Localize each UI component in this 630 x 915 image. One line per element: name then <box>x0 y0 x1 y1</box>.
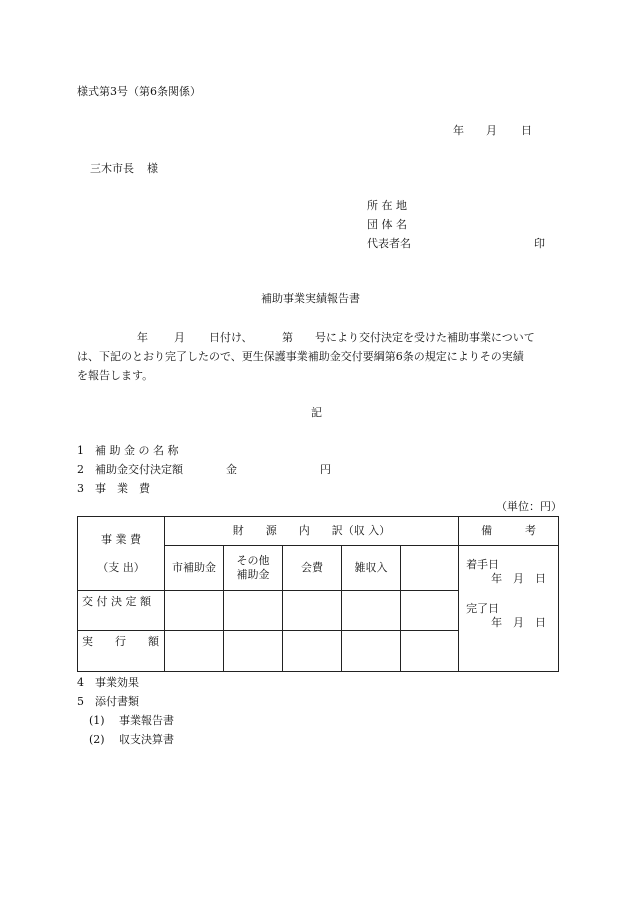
col-city-subsidy: 市補助金 <box>165 546 224 591</box>
cell-actual-other <box>224 631 283 672</box>
header-biko: 備 考 <box>459 517 559 546</box>
addressee-name: 三木市長 <box>90 162 134 175</box>
item-4-number: 4 <box>77 676 84 689</box>
item-5-number: 5 <box>77 695 84 708</box>
item-5-label: 添付書類 <box>95 695 139 708</box>
col-other-line2: 補助金 <box>236 568 270 581</box>
body-line2: は、下記のとおり完了したので、更生保護事業補助金交付要綱第6条の規定によりその実績 <box>77 350 524 363</box>
item-4-label: 事業効果 <box>95 676 139 689</box>
item-3-number: 3 <box>77 482 84 495</box>
start-date: 年 月 日 <box>491 572 547 585</box>
start-label: 着手日 <box>466 558 500 571</box>
body-year: 年 <box>137 331 148 344</box>
body-dai: 第 <box>282 331 293 344</box>
date-month: 月 <box>486 124 497 137</box>
cell-decision-city <box>165 591 224 631</box>
end-date: 年 月 日 <box>491 616 547 629</box>
item-2-label: 補助金交付決定額 <box>95 463 183 476</box>
body-day-suffix: 日付け、 <box>209 331 253 344</box>
addressee-honorific: 様 <box>147 162 158 175</box>
cell-decision-blank <box>401 591 459 631</box>
col-misc-income: 雑収入 <box>342 546 401 591</box>
address-label: 所 在 地 <box>367 199 407 212</box>
date-year: 年 <box>453 124 464 137</box>
unit-note: （単位：円） <box>496 500 562 513</box>
item-1-number: 1 <box>77 444 84 457</box>
col-other-subsidy <box>224 546 283 591</box>
group-name-label: 団 体 名 <box>367 218 407 231</box>
item-2-kin: 金 <box>226 463 237 476</box>
item-3-label: 事 業 費 <box>95 482 150 495</box>
col-blank <box>401 546 459 591</box>
header-zaigen: 財 源 内 訳（収 入） <box>165 517 459 546</box>
item-2-yen: 円 <box>320 463 331 476</box>
cell-actual-city <box>165 631 224 672</box>
cell-actual-fee <box>283 631 342 672</box>
representative-label: 代表者名 <box>367 237 411 250</box>
expense-table <box>77 516 559 672</box>
seal-mark: 印 <box>534 237 545 250</box>
header-jigyohi: 事 業 費 <box>101 532 141 546</box>
cell-actual-misc <box>342 631 401 672</box>
body-line3: を報告します。 <box>77 369 154 382</box>
cell-actual-blank <box>401 631 459 672</box>
col-fee: 会費 <box>283 546 342 591</box>
item-1-label: 補 助 金 の 名 称 <box>95 444 179 457</box>
cell-decision-misc <box>342 591 401 631</box>
date-day: 日 <box>521 124 532 137</box>
col-other-line1: その他 <box>236 554 270 567</box>
cell-decision-other <box>224 591 283 631</box>
body-month: 月 <box>174 331 185 344</box>
end-label: 完了日 <box>466 602 500 615</box>
row-decision-label: 交 付 決 定 額 <box>78 591 165 631</box>
body-line1-rest: 号により交付決定を受けた補助事業について <box>315 331 535 344</box>
attachment-2-label: 収支決算書 <box>119 733 174 746</box>
remarks-cell <box>459 546 559 672</box>
attachment-1-label: 事業報告書 <box>119 714 174 727</box>
form-number: 様式第3号（第6条関係） <box>77 85 201 98</box>
item-2-number: 2 <box>77 463 84 476</box>
header-jigyohi-cell <box>78 517 165 591</box>
cell-decision-fee <box>283 591 342 631</box>
row-actual-label: 実 行 額 <box>78 631 165 672</box>
header-shishutsu: （支 出） <box>97 560 145 574</box>
document-title: 補助事業実績報告書 <box>261 292 360 305</box>
ki-heading: 記 <box>311 406 322 419</box>
attachment-1-number: (1) <box>89 714 105 727</box>
attachment-2-number: (2) <box>89 733 105 746</box>
